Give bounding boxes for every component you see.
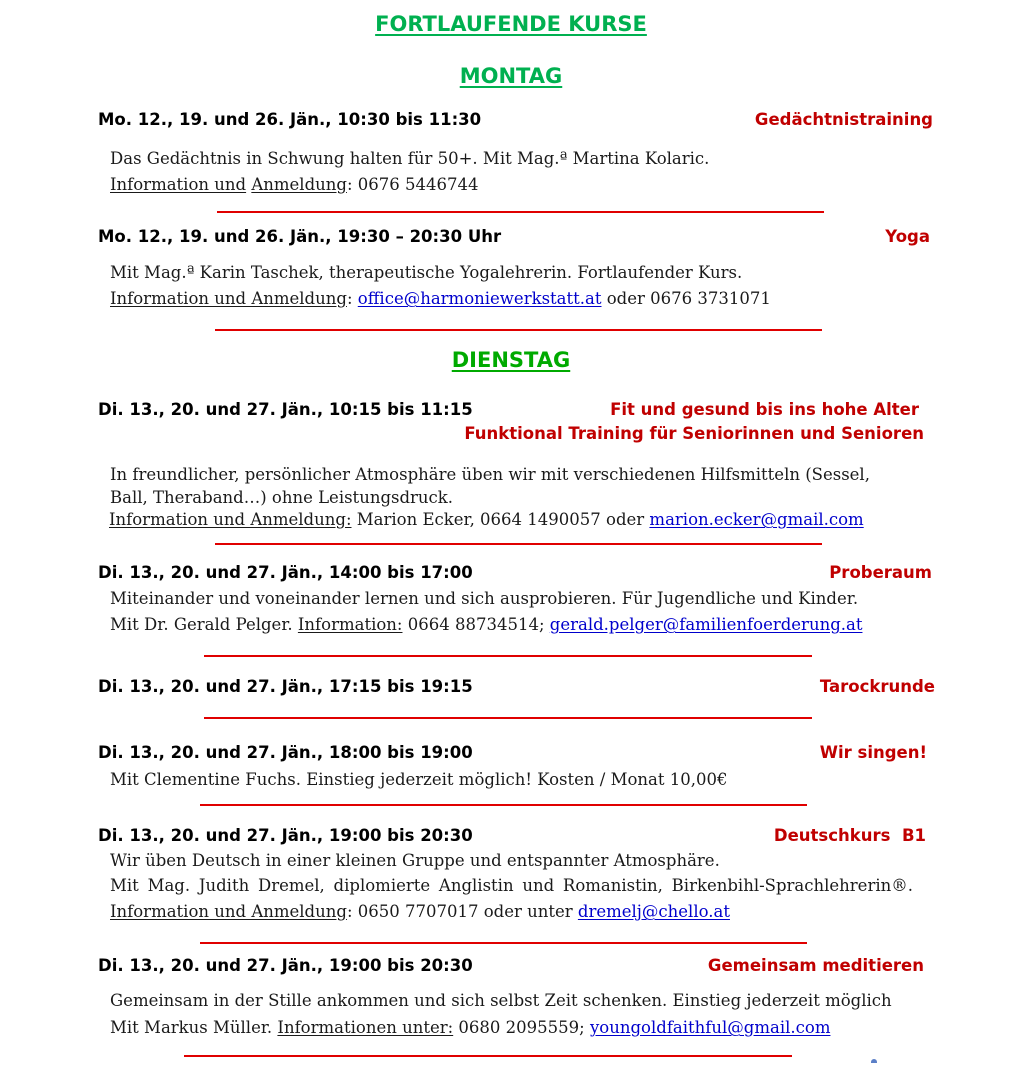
info-label: Informationen unter:: [277, 1018, 454, 1037]
info-label: Information und Anmeldung:: [109, 510, 352, 529]
course-title: Wir singen!: [819, 743, 927, 762]
course-date: Di. 13., 20. und 27. Jän., 19:00 bis 20:30: [98, 826, 473, 845]
phone: 0664 88734514;: [402, 615, 550, 634]
email-link[interactable]: dremelj@chello.at: [577, 902, 730, 921]
course-description: Ball, Theraband…) ohne Leistungsdruck.: [110, 488, 454, 507]
course-info: [110, 615, 862, 634]
course-title: Proberaum: [829, 563, 932, 582]
section-heading-tuesday: DIENSTAG: [451, 348, 571, 372]
course-description: Miteinander und voneinander lernen und sich ausprobieren. Für Jugendliche und Kinder.: [110, 589, 859, 608]
page-marker: [871, 1059, 877, 1063]
registration-label: Anmeldung: [251, 175, 347, 194]
info-label: Information:: [297, 615, 403, 634]
email-link[interactable]: youngoldfaithful@gmail.com: [589, 1018, 831, 1037]
email-link[interactable]: office@harmoniewerkstatt.at: [357, 289, 602, 308]
divider: [200, 942, 807, 944]
separator: :: [346, 289, 358, 308]
page-title: FORTLAUFENDE KURSE: [375, 12, 647, 36]
course-title: Fit und gesund bis ins hohe Alter: [610, 400, 919, 419]
email-link[interactable]: gerald.pelger@familienfoerderung.at: [549, 615, 863, 634]
course-title: Gemeinsam meditieren: [707, 956, 924, 975]
divider: [204, 655, 812, 657]
course-info: [110, 873, 913, 925]
course-date: Di. 13., 20. und 27. Jän., 18:00 bis 19:00: [98, 743, 473, 762]
phone: : 0650 7707017 oder unter: [346, 902, 578, 921]
divider: [204, 717, 812, 719]
course-date: Mo. 12., 19. und 26. Jän., 10:30 bis 11:30: [98, 110, 482, 129]
info-label: Information und: [110, 175, 247, 194]
course-info: [110, 175, 478, 194]
course-date: Di. 13., 20. und 27. Jän., 14:00 bis 17:00: [98, 563, 473, 582]
course-info: [110, 289, 771, 308]
divider: [200, 804, 807, 806]
contact: Marion Ecker, 0664 1490057 oder: [351, 510, 650, 529]
course-title: Gedächtnistraining: [754, 110, 933, 129]
course-date: Di. 13., 20. und 27. Jän., 17:15 bis 19:15: [98, 677, 473, 696]
phone: oder 0676 3731071: [601, 289, 771, 308]
course-title: Tarockrunde: [819, 677, 935, 696]
course-info: [109, 510, 864, 529]
section-heading-monday: MONTAG: [459, 64, 563, 88]
info-label: Information und Anmeldung: [110, 902, 347, 921]
phone: 0680 2095559;: [453, 1018, 590, 1037]
divider: [184, 1055, 792, 1057]
course-info: [110, 1018, 830, 1037]
course-description: Das Gedächtnis in Schwung halten für 50+. Mit Mag.ª Martina Kolaric.: [110, 149, 710, 168]
contact-person: Mit Dr. Gerald Pelger.: [110, 615, 298, 634]
course-description: In freundlicher, persönlicher Atmosphäre üben wir mit verschiedenen Hilfsmitteln (Sessel,: [110, 465, 870, 484]
course-date: Mo. 12., 19. und 26. Jän., 19:30 – 20:30 Uhr: [98, 227, 502, 246]
course-subtitle: Funktional Training für Seniorinnen und Senioren: [464, 424, 924, 443]
contact-person: Mit Markus Müller.: [110, 1018, 278, 1037]
phone: : 0676 5446744: [346, 175, 479, 194]
course-description: Mit Mag. Judith Dremel, diplomierte Anglistin und Romanistin, Birkenbihl-Sprachlehrerin®.: [110, 876, 913, 895]
course-description: Gemeinsam in der Stille ankommen und sich selbst Zeit schenken. Einstieg jederzeit möglich: [110, 991, 892, 1010]
course-description: Wir üben Deutsch in einer kleinen Gruppe und entspannter Atmosphäre.: [110, 851, 720, 870]
divider: [217, 211, 824, 213]
course-title: Deutschkurs B1: [773, 826, 926, 845]
info-label: Information und Anmeldung: [110, 289, 347, 308]
course-date: Di. 13., 20. und 27. Jän., 19:00 bis 20:30: [98, 956, 473, 975]
course-date: Di. 13., 20. und 27. Jän., 10:15 bis 11:15: [98, 400, 473, 419]
divider: [215, 329, 822, 331]
course-description: Mit Clementine Fuchs. Einstieg jederzeit möglich! Kosten / Monat 10,00€: [110, 770, 728, 789]
course-title: Yoga: [885, 227, 930, 246]
email-link[interactable]: marion.ecker@gmail.com: [649, 510, 864, 529]
course-description: Mit Mag.ª Karin Taschek, therapeutische Yogalehrerin. Fortlaufender Kurs.: [110, 263, 743, 282]
divider: [215, 543, 822, 545]
